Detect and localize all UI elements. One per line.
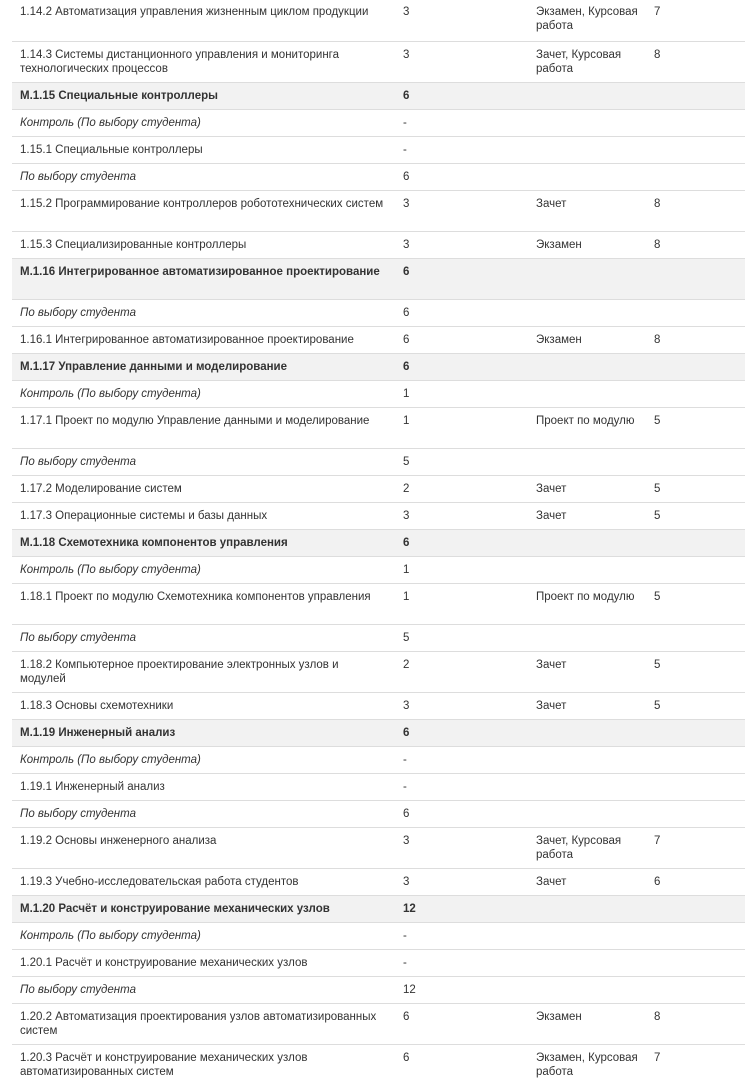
semester: 5 bbox=[646, 584, 745, 625]
elective-group-label: Контроль (По выбору студента) bbox=[12, 381, 395, 408]
semester bbox=[646, 720, 745, 747]
credit-units: 3 bbox=[395, 828, 528, 869]
credit-units: 3 bbox=[395, 0, 528, 42]
curriculum-table bbox=[12, 0, 745, 1086]
module-title: М.1.20 Расчёт и конструирование механических узлов bbox=[12, 896, 395, 923]
control-form bbox=[528, 354, 646, 381]
credit-units: 2 bbox=[395, 652, 528, 693]
credit-units: - bbox=[395, 923, 528, 950]
credit-units: 3 bbox=[395, 869, 528, 896]
discipline-name: 1.17.2 Моделирование систем bbox=[12, 476, 395, 503]
control-form: Зачет bbox=[528, 191, 646, 232]
control-form: Проект по модулю bbox=[528, 584, 646, 625]
elective-group-label: Контроль (По выбору студента) bbox=[12, 747, 395, 774]
semester bbox=[646, 625, 745, 652]
control-form bbox=[528, 801, 646, 828]
credit-units: 6 bbox=[395, 300, 528, 327]
discipline-name: 1.18.1 Проект по модулю Схемотехника компонентов управления bbox=[12, 584, 395, 625]
elective-group-row bbox=[12, 557, 745, 584]
table-row bbox=[12, 584, 745, 625]
credit-units: 6 bbox=[395, 83, 528, 110]
elective-group-label: По выбору студента bbox=[12, 300, 395, 327]
discipline-name: 1.14.3 Системы дистанционного управления и мониторинга технологических процессов bbox=[12, 42, 395, 83]
semester bbox=[646, 530, 745, 557]
control-form bbox=[528, 923, 646, 950]
discipline-name: 1.18.2 Компьютерное проектирование электронных узлов и модулей bbox=[12, 652, 395, 693]
semester: 6 bbox=[646, 869, 745, 896]
elective-group-label: По выбору студента bbox=[12, 625, 395, 652]
credit-units: - bbox=[395, 137, 528, 164]
elective-group-label: Контроль (По выбору студента) bbox=[12, 110, 395, 137]
semester bbox=[646, 381, 745, 408]
table-row bbox=[12, 828, 745, 869]
semester: 8 bbox=[646, 1004, 745, 1045]
discipline-name: 1.17.1 Проект по модулю Управление данными и моделирование bbox=[12, 408, 395, 449]
table-row bbox=[12, 232, 745, 259]
semester: 5 bbox=[646, 652, 745, 693]
discipline-name: 1.19.2 Основы инженерного анализа bbox=[12, 828, 395, 869]
discipline-name: 1.15.3 Специализированные контроллеры bbox=[12, 232, 395, 259]
elective-group-row bbox=[12, 300, 745, 327]
discipline-name: 1.18.3 Основы схемотехники bbox=[12, 693, 395, 720]
semester: 7 bbox=[646, 1045, 745, 1086]
control-form bbox=[528, 110, 646, 137]
semester bbox=[646, 354, 745, 381]
table-row bbox=[12, 42, 745, 83]
credit-units: 1 bbox=[395, 584, 528, 625]
semester: 5 bbox=[646, 503, 745, 530]
control-form bbox=[528, 625, 646, 652]
credit-units: 5 bbox=[395, 449, 528, 476]
elective-group-row bbox=[12, 977, 745, 1004]
discipline-name: 1.15.1 Специальные контроллеры bbox=[12, 137, 395, 164]
semester bbox=[646, 449, 745, 476]
credit-units: 6 bbox=[395, 354, 528, 381]
control-form bbox=[528, 774, 646, 801]
credit-units: 5 bbox=[395, 625, 528, 652]
control-form: Зачет bbox=[528, 652, 646, 693]
control-form bbox=[528, 950, 646, 977]
elective-group-row bbox=[12, 923, 745, 950]
credit-units: - bbox=[395, 110, 528, 137]
semester: 5 bbox=[646, 476, 745, 503]
control-form: Зачет bbox=[528, 693, 646, 720]
elective-group-row bbox=[12, 625, 745, 652]
control-form bbox=[528, 896, 646, 923]
control-form: Зачет, Курсовая работа bbox=[528, 828, 646, 869]
discipline-name: 1.19.3 Учебно-исследовательская работа студентов bbox=[12, 869, 395, 896]
module-row bbox=[12, 83, 745, 110]
semester bbox=[646, 774, 745, 801]
control-form bbox=[528, 449, 646, 476]
elective-group-row bbox=[12, 381, 745, 408]
elective-group-row bbox=[12, 747, 745, 774]
module-row bbox=[12, 530, 745, 557]
semester: 5 bbox=[646, 408, 745, 449]
module-title: М.1.16 Интегрированное автоматизированное проектирование bbox=[12, 259, 395, 300]
semester bbox=[646, 896, 745, 923]
control-form bbox=[528, 530, 646, 557]
control-form: Экзамен bbox=[528, 327, 646, 354]
control-form: Экзамен bbox=[528, 232, 646, 259]
control-form: Экзамен, Курсовая работа bbox=[528, 0, 646, 42]
discipline-name: 1.19.1 Инженерный анализ bbox=[12, 774, 395, 801]
credit-units: - bbox=[395, 747, 528, 774]
credit-units: 6 bbox=[395, 801, 528, 828]
control-form: Зачет bbox=[528, 476, 646, 503]
module-row bbox=[12, 354, 745, 381]
table-row bbox=[12, 1004, 745, 1045]
semester bbox=[646, 950, 745, 977]
table-row bbox=[12, 652, 745, 693]
credit-units: 3 bbox=[395, 503, 528, 530]
table-row bbox=[12, 1045, 745, 1086]
semester bbox=[646, 923, 745, 950]
credit-units: 6 bbox=[395, 1004, 528, 1045]
semester bbox=[646, 259, 745, 300]
control-form bbox=[528, 83, 646, 110]
credit-units: - bbox=[395, 950, 528, 977]
table-row bbox=[12, 0, 745, 42]
discipline-name: 1.20.1 Расчёт и конструирование механических узлов bbox=[12, 950, 395, 977]
credit-units: 12 bbox=[395, 977, 528, 1004]
elective-group-label: По выбору студента bbox=[12, 801, 395, 828]
control-form: Проект по модулю bbox=[528, 408, 646, 449]
table-row bbox=[12, 476, 745, 503]
discipline-name: 1.14.2 Автоматизация управления жизненным циклом продукции bbox=[12, 0, 395, 42]
discipline-name: 1.15.2 Программирование контроллеров робототехнических систем bbox=[12, 191, 395, 232]
credit-units: 6 bbox=[395, 1045, 528, 1086]
table-row bbox=[12, 137, 745, 164]
control-form: Зачет, Курсовая работа bbox=[528, 42, 646, 83]
semester bbox=[646, 557, 745, 584]
module-title: М.1.17 Управление данными и моделирование bbox=[12, 354, 395, 381]
elective-group-row bbox=[12, 801, 745, 828]
control-form bbox=[528, 720, 646, 747]
credit-units: 6 bbox=[395, 720, 528, 747]
control-form: Зачет bbox=[528, 869, 646, 896]
credit-units: - bbox=[395, 774, 528, 801]
credit-units: 3 bbox=[395, 191, 528, 232]
credit-units: 3 bbox=[395, 693, 528, 720]
control-form bbox=[528, 747, 646, 774]
control-form: Экзамен bbox=[528, 1004, 646, 1045]
curriculum-table-body bbox=[12, 0, 745, 1086]
module-title: М.1.19 Инженерный анализ bbox=[12, 720, 395, 747]
table-row bbox=[12, 774, 745, 801]
elective-group-row bbox=[12, 164, 745, 191]
control-form bbox=[528, 164, 646, 191]
module-title: М.1.15 Специальные контроллеры bbox=[12, 83, 395, 110]
elective-group-label: По выбору студента bbox=[12, 449, 395, 476]
table-row bbox=[12, 869, 745, 896]
table-row bbox=[12, 693, 745, 720]
semester: 7 bbox=[646, 828, 745, 869]
semester: 7 bbox=[646, 0, 745, 42]
semester: 8 bbox=[646, 327, 745, 354]
control-form bbox=[528, 557, 646, 584]
control-form: Экзамен, Курсовая работа bbox=[528, 1045, 646, 1086]
credit-units: 6 bbox=[395, 259, 528, 300]
semester bbox=[646, 110, 745, 137]
control-form: Зачет bbox=[528, 503, 646, 530]
semester: 5 bbox=[646, 693, 745, 720]
control-form bbox=[528, 381, 646, 408]
credit-units: 6 bbox=[395, 164, 528, 191]
elective-group-label: По выбору студента bbox=[12, 164, 395, 191]
module-row bbox=[12, 896, 745, 923]
control-form bbox=[528, 137, 646, 164]
module-row bbox=[12, 720, 745, 747]
discipline-name: 1.17.3 Операционные системы и базы данных bbox=[12, 503, 395, 530]
credit-units: 1 bbox=[395, 557, 528, 584]
credit-units: 1 bbox=[395, 381, 528, 408]
semester: 8 bbox=[646, 42, 745, 83]
module-row bbox=[12, 259, 745, 300]
semester bbox=[646, 801, 745, 828]
semester bbox=[646, 137, 745, 164]
elective-group-label: Контроль (По выбору студента) bbox=[12, 923, 395, 950]
semester: 8 bbox=[646, 191, 745, 232]
semester bbox=[646, 83, 745, 110]
semester bbox=[646, 300, 745, 327]
credit-units: 2 bbox=[395, 476, 528, 503]
credit-units: 3 bbox=[395, 232, 528, 259]
discipline-name: 1.16.1 Интегрированное автоматизированное проектирование bbox=[12, 327, 395, 354]
elective-group-row bbox=[12, 449, 745, 476]
discipline-name: 1.20.2 Автоматизация проектирования узлов автоматизированных систем bbox=[12, 1004, 395, 1045]
table-row bbox=[12, 503, 745, 530]
control-form bbox=[528, 259, 646, 300]
table-row bbox=[12, 191, 745, 232]
semester bbox=[646, 977, 745, 1004]
credit-units: 1 bbox=[395, 408, 528, 449]
semester bbox=[646, 747, 745, 774]
control-form bbox=[528, 977, 646, 1004]
semester: 8 bbox=[646, 232, 745, 259]
credit-units: 6 bbox=[395, 327, 528, 354]
credit-units: 12 bbox=[395, 896, 528, 923]
table-row bbox=[12, 950, 745, 977]
table-row bbox=[12, 408, 745, 449]
credit-units: 6 bbox=[395, 530, 528, 557]
module-title: М.1.18 Схемотехника компонентов управления bbox=[12, 530, 395, 557]
elective-group-row bbox=[12, 110, 745, 137]
credit-units: 3 bbox=[395, 42, 528, 83]
elective-group-label: Контроль (По выбору студента) bbox=[12, 557, 395, 584]
control-form bbox=[528, 300, 646, 327]
table-row bbox=[12, 327, 745, 354]
elective-group-label: По выбору студента bbox=[12, 977, 395, 1004]
semester bbox=[646, 164, 745, 191]
discipline-name: 1.20.3 Расчёт и конструирование механических узлов автоматизированных систем bbox=[12, 1045, 395, 1086]
